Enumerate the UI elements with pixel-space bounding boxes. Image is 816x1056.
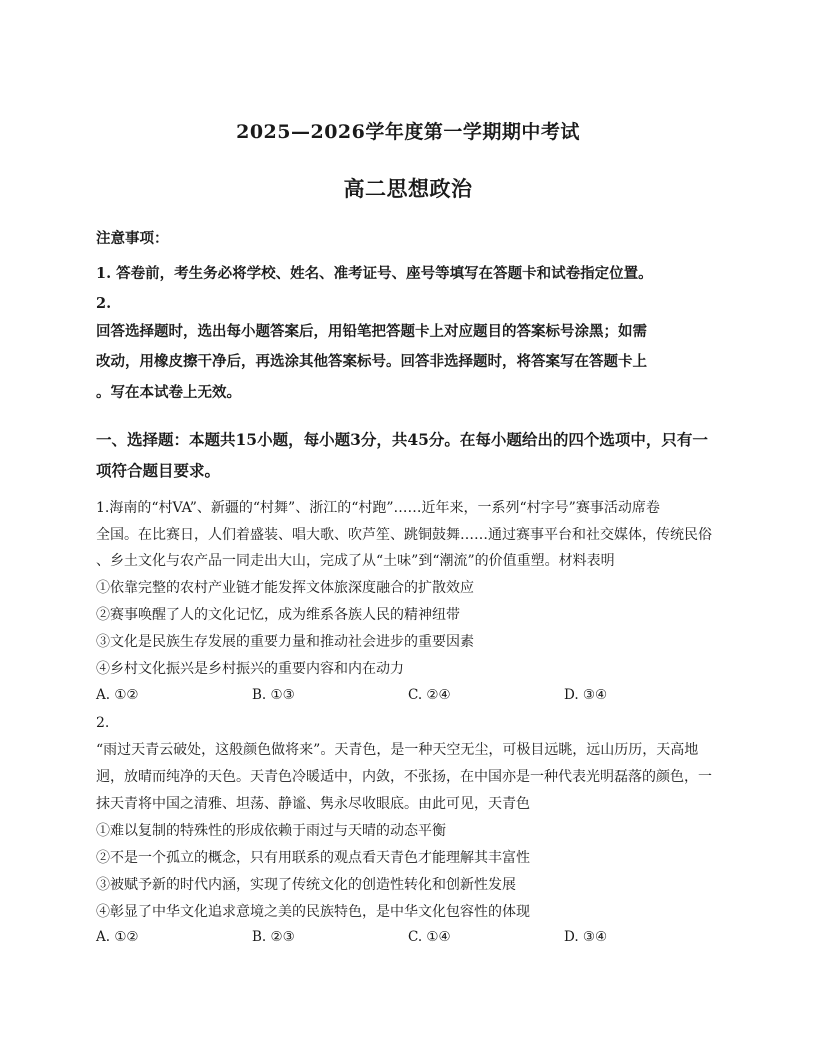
statement-1: ①难以复制的特殊性的形成依赖于雨过与天晴的动态平衡 bbox=[96, 823, 446, 839]
option-b: B. ①③ bbox=[252, 687, 295, 703]
option-c: C. ①④ bbox=[408, 929, 451, 945]
option-c: C. ②④ bbox=[408, 687, 451, 703]
section-heading: 项符合题目要求。 bbox=[96, 461, 221, 480]
question-stem-line: 、乡土文化与农产品一同走出大山，完成了从“土味”到“潮流”的价值重塑。材料表明 bbox=[96, 553, 615, 569]
notice-item-2-number: 2. bbox=[96, 295, 112, 312]
answer-options bbox=[96, 929, 736, 949]
question-stem-line: 迥，放晴而纯净的天色。天青色冷暖适中，内敛，不张扬，在中国亦是一种代表光明磊落的颜色，一 bbox=[96, 769, 712, 785]
option-a: A. ①② bbox=[96, 687, 139, 703]
statement-3: ③文化是民族生存发展的重要力量和推动社会进步的重要因素 bbox=[96, 634, 474, 650]
statement-2: ②不是一个孤立的概念，只有用联系的观点看天青色才能理解其丰富性 bbox=[96, 850, 530, 866]
answer-options bbox=[96, 687, 736, 707]
statement-1: ①依靠完整的农村产业链才能发挥文体旅深度融合的扩散效应 bbox=[96, 580, 474, 596]
exam-title: 2025—2026学年度第一学期期中考试 bbox=[236, 121, 580, 143]
option-a: A. ①② bbox=[96, 929, 139, 945]
notice-item-2-line: 。写在本试卷上无效。 bbox=[96, 384, 241, 401]
statement-4: ④彰显了中华文化追求意境之美的民族特色，是中华文化包容性的体现 bbox=[96, 904, 530, 920]
section-heading: 一、选择题：本题共15小题，每小题3分，共45分。在每小题给出的四个选项中，只有一 bbox=[96, 430, 708, 449]
question-stem-line: 抹天青将中国之清雅、坦荡、静谧、隽永尽收眼底。由此可见，天青色 bbox=[96, 796, 530, 812]
exam-subject: 高二思想政治 bbox=[343, 176, 473, 201]
question-stem-line: “雨过天青云破处，这般颜色做将来”。天青色，是一种天空无尘，可极目远眺，远山历历，天高地 bbox=[96, 742, 699, 758]
statement-3: ③被赋予新的时代内涵，实现了传统文化的创造性转化和创新性发展 bbox=[96, 877, 516, 893]
statement-4: ④乡村文化振兴是乡村振兴的重要内容和内在动力 bbox=[96, 661, 404, 677]
option-b: B. ②③ bbox=[252, 929, 295, 945]
option-d: D. ③④ bbox=[564, 929, 608, 945]
question-number: 2. bbox=[96, 715, 110, 731]
question-stem-line: 全国。在比赛日，人们着盛装、唱大歌、吹芦笙、跳铜鼓舞……通过赛事平台和社交媒体，传统民俗 bbox=[96, 527, 712, 543]
notice-item-2-line: 改动，用橡皮擦干净后，再选涂其他答案标号。回答非选择题时，将答案写在答题卡上 bbox=[96, 353, 647, 370]
notice-heading: 注意事项： bbox=[96, 230, 169, 247]
question-stem-line: 1.海南的“村VA”、新疆的“村舞”、浙江的“村跑”……近年来，一系列“村字号”赛事活动席卷 bbox=[96, 500, 660, 516]
notice-item-1: 1. 答卷前，考生务必将学校、姓名、准考证号、座号等填写在答题卡和试卷指定位置。 bbox=[96, 265, 653, 282]
statement-2: ②赛事唤醒了人的文化记忆，成为维系各族人民的精神纽带 bbox=[96, 607, 460, 623]
notice-item-2-line: 回答选择题时，选出每小题答案后，用铅笔把答题卡上对应题目的答案标号涂黑；如需 bbox=[96, 323, 647, 340]
option-d: D. ③④ bbox=[564, 687, 608, 703]
